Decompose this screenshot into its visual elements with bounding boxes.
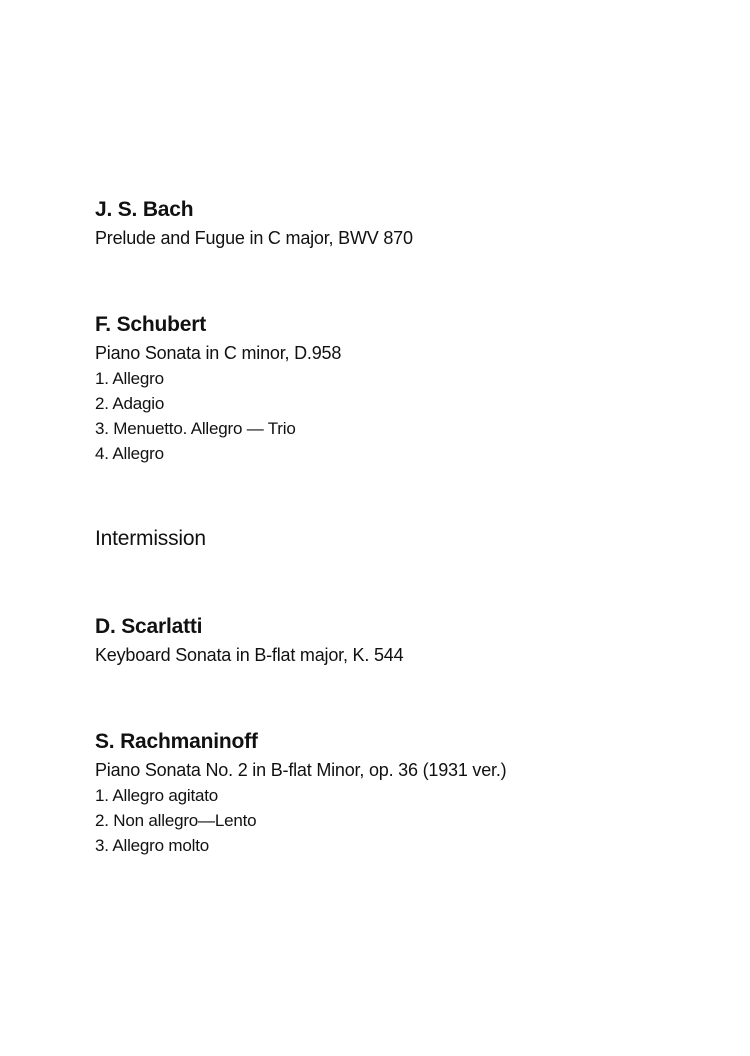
program-entry-bach <box>95 197 715 250</box>
work-title: Piano Sonata in C minor, D.958 <box>95 343 342 363</box>
composer-name: S. Rachmaninoff <box>95 730 258 753</box>
program-entry-schubert <box>95 312 715 466</box>
work-title: Keyboard Sonata in B-flat major, K. 544 <box>95 645 404 665</box>
movement-list <box>95 366 715 466</box>
movement-item: 2. Adagio <box>95 394 165 413</box>
program-entry-rachmaninoff <box>95 729 715 858</box>
movement-item: 1. Allegro agitato <box>95 786 219 805</box>
work-title: Prelude and Fugue in C major, BWV 870 <box>95 228 413 248</box>
movement-list <box>95 783 715 858</box>
composer-name: F. Schubert <box>95 313 206 336</box>
composer-name: D. Scarlatti <box>95 615 203 638</box>
composer-name: J. S. Bach <box>95 198 194 221</box>
movement-item: 2. Non allegro—Lento <box>95 811 257 830</box>
program-entry-scarlatti <box>95 614 715 667</box>
movement-item: 3. Menuetto. Allegro — Trio <box>95 419 296 438</box>
intermission-section <box>95 526 715 552</box>
movement-item: 1. Allegro <box>95 369 164 388</box>
intermission-label: Intermission <box>95 527 206 550</box>
work-title: Piano Sonata No. 2 in B-flat Minor, op. 36 (1931 ver.) <box>95 760 507 780</box>
movement-item: 4. Allegro <box>95 444 164 463</box>
movement-item: 3. Allegro molto <box>95 836 209 855</box>
